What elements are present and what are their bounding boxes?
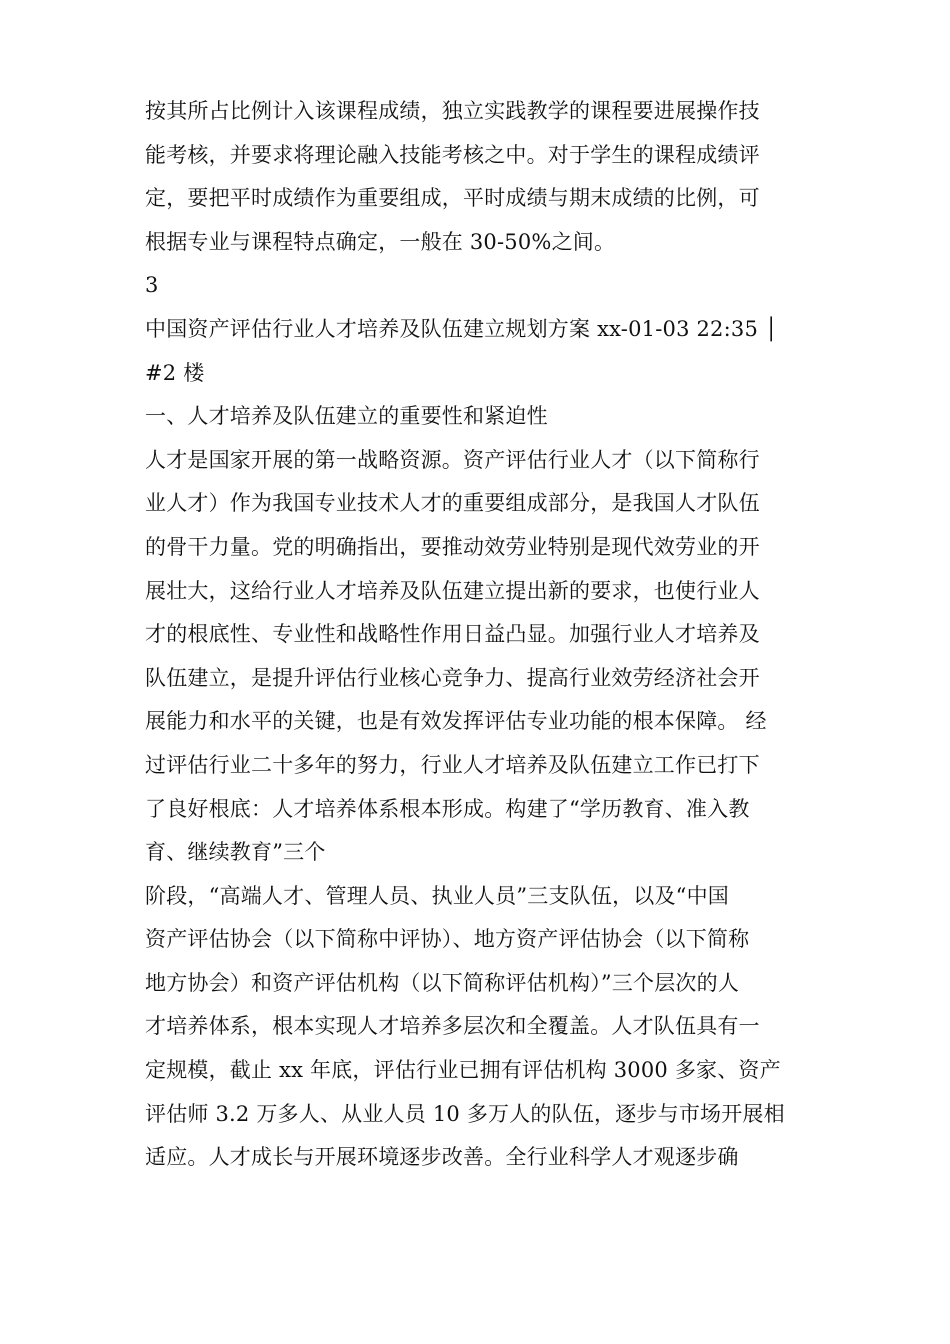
text-line-21: 地方协会）和资产评估机构（以下简称评估机构）”三个层次的人 (145, 970, 740, 995)
text-line-9: 人才是国家开展的第一战略资源。资产评估行业人才（以下简称行 (145, 447, 760, 472)
text-line-1: 按其所占比例计入该课程成绩，独立实践教学的课程要进展操作技 (145, 99, 760, 123)
post-floor-label: #2 楼 (145, 360, 205, 385)
text-line-25: 适应。人才成长与开展环境逐步改善。全行业科学人才观逐步确 (145, 1145, 739, 1170)
section-heading: 一、人才培养及队伍建立的重要性和紧迫性 (145, 404, 548, 429)
text-line-14: 队伍建立，是提升评估行业核心竞争力、提高行业效劳经济社会开 (145, 665, 760, 690)
post-title-line: 中国资产评估行业人才培养及队伍建立规划方案 xx-01-03 22:35 │ (145, 316, 778, 341)
text-line-17: 了良好根底：人才培养体系根本形成。构建了“学历教育、准入教 (145, 796, 750, 821)
text-line-11: 的骨干力量。党的明确指出，要推动效劳业特别是现代效劳业的开 (145, 534, 760, 559)
text-line-22: 才培养体系，根本实现人才培养多层次和全覆盖。人才队伍具有一 (145, 1014, 760, 1039)
text-line-16: 过评估行业二十多年的努力，行业人才培养及队伍建立工作已打下 (145, 752, 760, 777)
text-line-15: 展能力和水平的关键，也是有效发挥评估专业功能的根本保障。 经 (145, 709, 767, 734)
text-line-18: 育、继续教育”三个 (145, 840, 326, 865)
page-number: 3 (145, 273, 159, 298)
text-line-12: 展壮大，这给行业人才培养及队伍建立提出新的要求，也使行业人 (145, 578, 760, 603)
text-line-24: 评估师 3.2 万多人、从业人员 10 多万人的队伍，逐步与市场开展相 (145, 1101, 785, 1126)
text-line-2: 能考核，并要求将理论融入技能考核之中。对于学生的课程成绩评 (145, 142, 760, 167)
text-line-4: 根据专业与课程特点确定，一般在 30-50%之间。 (145, 229, 616, 254)
text-line-13: 才的根底性、专业性和战略性作用日益凸显。加强行业人才培养及 (145, 622, 760, 647)
document-body (145, 90, 810, 1180)
text-line-19: 阶段，“高端人才、管理人员、执业人员”三支队伍，以及“中国 (145, 883, 730, 908)
text-line-20: 资产评估协会（以下简称中评协）、地方资产评估协会（以下简称 (145, 927, 750, 952)
text-line-10: 业人才）作为我国专业技术人才的重要组成部分，是我国人才队伍 (145, 491, 760, 516)
text-line-23: 定规模，截止 xx 年底，评估行业已拥有评估机构 3000 多家、资产 (145, 1058, 781, 1083)
text-line-3: 定，要把平时成绩作为重要组成，平时成绩与期末成绩的比例，可 (145, 186, 760, 211)
